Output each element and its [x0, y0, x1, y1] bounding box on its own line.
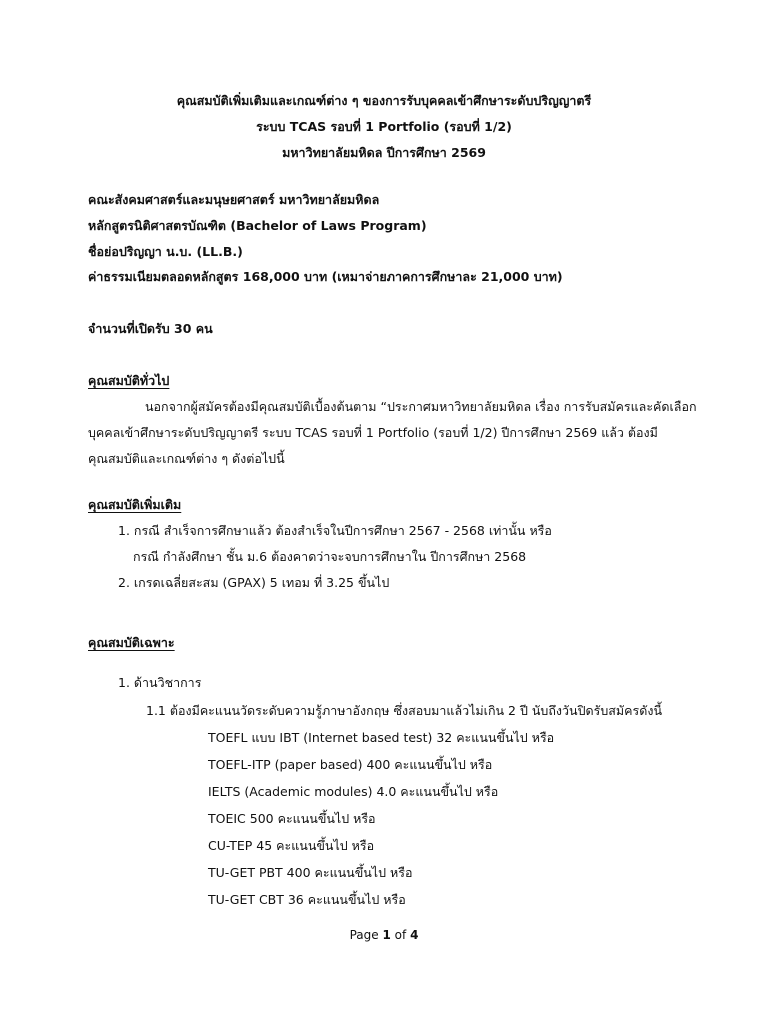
of-label: of	[394, 928, 407, 942]
page-number: 1	[382, 928, 391, 942]
general-paragraph-line-2: บุคคลเข้าศึกษาระดับปริญญาตรี ระบบ TCAS รอบที่ 1 Portfolio (รอบที่ 1/2) ปีการศึกษา 2569 แล้ว ต้องมี	[88, 425, 658, 440]
title-line-2: ระบบ TCAS รอบที่ 1 Portfolio (รอบที่ 1/2)	[256, 119, 512, 134]
test-requirement-tu-get-cbt: TU-GET CBT 36 คะแนนขึ้นไป หรือ	[208, 892, 406, 907]
page-total: 4	[410, 928, 419, 942]
additional-heading: คุณสมบัติเพิ่มเติม	[88, 497, 182, 512]
tuition-fee: ค่าธรรมเนียมตลอดหลักสูตร 168,000 บาท (เหมาจ่ายภาคการศึกษาละ 21,000 บาท)	[88, 269, 563, 284]
specific-heading: คุณสมบัติเฉพาะ	[88, 635, 175, 650]
specific-sub-item-1-1: 1.1 ต้องมีคะแนนวัดระดับความรู้ภาษาอังกฤษ ซึ่งสอบมาแล้วไม่เกิน 2 ปี นับถึงวันปิดรับสมัครดังนี้	[146, 703, 662, 718]
additional-item-1-line-2: กรณี กำลังศึกษา ชั้น ม.6 ต้องคาดว่าจะจบการศึกษาใน ปีการศึกษา 2568	[133, 549, 527, 564]
test-requirement-ielts: IELTS (Academic modules) 4.0 คะแนนขึ้นไป หรือ	[208, 784, 499, 799]
seats-count: จำนวนที่เปิดรับ 30 คน	[88, 321, 213, 336]
additional-item-2: 2. เกรดเฉลี่ยสะสม (GPAX) 5 เทอม ที่ 3.25 ขึ้นไป	[118, 575, 390, 590]
curriculum-name: หลักสูตรนิติศาสตรบัณฑิต (Bachelor of Laws Program)	[88, 218, 427, 233]
title-line-1: คุณสมบัติเพิ่มเติมและเกณฑ์ต่าง ๆ ของการรับบุคคลเข้าศึกษาระดับปริญญาตรี	[176, 93, 592, 108]
test-requirement-toefl-itp: TOEFL-ITP (paper based) 400 คะแนนขึ้นไป หรือ	[208, 757, 493, 772]
general-heading: คุณสมบัติทั่วไป	[88, 373, 170, 388]
specific-item-1: 1. ด้านวิชาการ	[118, 675, 202, 690]
test-requirement-toefl-ibt: TOEFL แบบ IBT (Internet based test) 32 คะแนนขึ้นไป หรือ	[208, 730, 555, 745]
test-requirement-tu-get-pbt: TU-GET PBT 400 คะแนนขึ้นไป หรือ	[208, 865, 413, 880]
degree-abbreviation: ชื่อย่อปริญญา น.บ. (LL.B.)	[88, 244, 243, 259]
general-paragraph-line-3: คุณสมบัติและเกณฑ์ต่าง ๆ ดังต่อไปนี้	[88, 451, 285, 466]
page-label: Page	[349, 928, 379, 942]
general-paragraph-line-1: นอกจากผู้สมัครต้องมีคุณสมบัติเบื้องต้นตาม “ประกาศมหาวิทยาลัยมหิดล เรื่อง การรับสมัครและคัดเลือก	[145, 399, 697, 414]
test-requirement-cu-tep: CU-TEP 45 คะแนนขึ้นไป หรือ	[208, 838, 375, 853]
faculty-name: คณะสังคมศาสตร์และมนุษยศาสตร์ มหาวิทยาลัยมหิดล	[88, 192, 380, 207]
page-footer	[0, 926, 768, 944]
test-requirement-toeic: TOEIC 500 คะแนนขึ้นไป หรือ	[208, 811, 376, 826]
additional-item-1-line-1: 1. กรณี สำเร็จการศึกษาแล้ว ต้องสำเร็จในปีการศึกษา 2567 - 2568 เท่านั้น หรือ	[118, 523, 552, 538]
title-line-3: มหาวิทยาลัยมหิดล ปีการศึกษา 2569	[282, 145, 486, 160]
